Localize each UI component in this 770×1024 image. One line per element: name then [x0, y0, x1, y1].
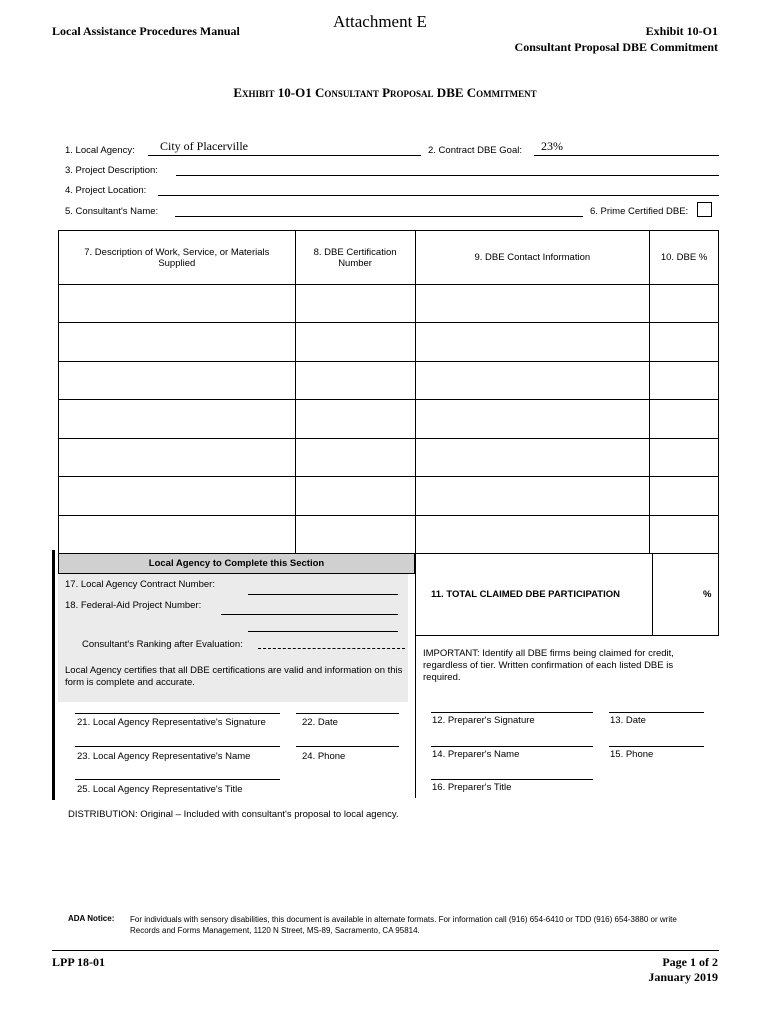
table-row	[59, 323, 719, 362]
rep-title-line[interactable]	[75, 779, 280, 780]
cell-description[interactable]	[59, 362, 296, 400]
table-row	[59, 516, 719, 554]
footer-rule	[52, 950, 719, 951]
federal-aid-label: 18. Federal-Aid Project Number:	[65, 600, 202, 611]
table-row	[59, 362, 719, 400]
ada-label: ADA Notice:	[68, 914, 115, 923]
preparer-phone-line[interactable]	[609, 746, 704, 747]
preparer-name-label: 14. Preparer's Name	[432, 749, 520, 760]
exhibit-subtitle: Consultant Proposal DBE Commitment	[514, 40, 718, 54]
preparer-title-line[interactable]	[431, 779, 593, 780]
cell-description[interactable]	[59, 400, 296, 439]
contract-goal-field[interactable]	[534, 155, 719, 156]
contract-number-label: 17. Local Agency Contract Number:	[65, 579, 215, 590]
rep-date-line[interactable]	[296, 713, 399, 714]
extra-agency-field[interactable]	[248, 631, 398, 632]
consultant-name-label: 5. Consultant's Name:	[65, 206, 159, 217]
cell-percent[interactable]	[650, 477, 719, 516]
project-description-label: 3. Project Description:	[65, 165, 158, 176]
cell-contact[interactable]	[415, 400, 650, 439]
header-description: 7. Description of Work, Service, or Materials Supplied	[59, 231, 296, 285]
important-note: IMPORTANT: Identify all DBE firms being claimed for credit, regardless of tier. Written confirmation of each listed DBE is required.	[423, 648, 674, 683]
dbe-work-table	[58, 230, 719, 554]
cell-contact[interactable]	[415, 477, 650, 516]
cell-contact[interactable]	[415, 439, 650, 477]
cell-certification[interactable]	[295, 323, 415, 362]
cell-certification[interactable]	[295, 362, 415, 400]
rep-date-label: 22. Date	[302, 717, 338, 728]
preparer-phone-label: 15. Phone	[610, 749, 654, 760]
cell-percent[interactable]	[650, 516, 719, 554]
cell-certification[interactable]	[295, 400, 415, 439]
header-contact-information: 9. DBE Contact Information	[415, 231, 650, 285]
footer-code: LPP 18-01	[52, 955, 105, 969]
table-row	[59, 439, 719, 477]
table-row	[59, 400, 719, 439]
cell-contact[interactable]	[415, 516, 650, 554]
rep-phone-label: 24. Phone	[302, 751, 346, 762]
cell-description[interactable]	[59, 516, 296, 554]
preparer-date-line[interactable]	[609, 712, 704, 713]
cell-certification[interactable]	[295, 477, 415, 516]
cell-certification[interactable]	[295, 516, 415, 554]
total-unit: %	[703, 589, 712, 600]
contract-goal-label: 2. Contract DBE Goal:	[428, 145, 522, 156]
distribution-note: DISTRIBUTION: Original – Included with consultant's proposal to local agency.	[68, 809, 399, 820]
ranking-field[interactable]	[258, 648, 405, 649]
header-certification-number: 8. DBE Certification Number	[295, 231, 415, 285]
cell-percent[interactable]	[650, 400, 719, 439]
cell-certification[interactable]	[295, 285, 415, 323]
cell-description[interactable]	[59, 323, 296, 362]
cell-percent[interactable]	[650, 285, 719, 323]
project-location-field[interactable]	[158, 195, 719, 196]
cell-description[interactable]	[59, 477, 296, 516]
contract-number-field[interactable]	[248, 594, 398, 595]
contract-goal-value: 23%	[541, 139, 563, 153]
ada-text: For individuals with sensory disabilities, this document is available in alternate formats. For information call (916) 654-6410 or TDD (916) 654-3880 or write Records and Forms Management, 1120 N Street, MS-89, Sacramento, CA 95814.	[130, 915, 677, 935]
project-location-label: 4. Project Location:	[65, 185, 147, 196]
federal-aid-field[interactable]	[221, 614, 398, 615]
cell-description[interactable]	[59, 439, 296, 477]
prime-certified-label: 6. Prime Certified DBE:	[590, 206, 689, 217]
form-title: Exhibit 10-O1 Consultant Proposal DBE Commitment	[233, 85, 537, 100]
rep-title-label: 25. Local Agency Representative's Title	[77, 784, 243, 795]
preparer-name-line[interactable]	[431, 746, 593, 747]
rep-name-line[interactable]	[75, 746, 280, 747]
cell-certification[interactable]	[295, 439, 415, 477]
project-description-field[interactable]	[176, 175, 719, 176]
left-margin-bar	[52, 550, 55, 800]
preparer-signature-line[interactable]	[431, 712, 593, 713]
cell-percent[interactable]	[650, 439, 719, 477]
prime-certified-checkbox[interactable]	[697, 202, 712, 217]
attachment-label: Attachment E	[333, 12, 427, 31]
cell-contact[interactable]	[415, 323, 650, 362]
rep-phone-line[interactable]	[296, 746, 399, 747]
cell-percent[interactable]	[650, 323, 719, 362]
rep-signature-line[interactable]	[75, 713, 280, 714]
total-divider	[652, 553, 653, 636]
cell-percent[interactable]	[650, 362, 719, 400]
right-section-border	[415, 636, 416, 798]
certifies-text: Local Agency certifies that all DBE certifications are valid and information on this form is complete and accurate.	[65, 665, 403, 688]
table-row	[59, 285, 719, 323]
agency-section-title: Local Agency to Complete this Section	[148, 558, 325, 569]
ranking-label: Consultant's Ranking after Evaluation:	[82, 639, 243, 650]
cell-contact[interactable]	[415, 285, 650, 323]
cell-description[interactable]	[59, 285, 296, 323]
table-row	[59, 477, 719, 516]
manual-title: Local Assistance Procedures Manual	[52, 24, 240, 38]
cell-contact[interactable]	[415, 362, 650, 400]
local-agency-field[interactable]	[148, 155, 421, 156]
exhibit-number: Exhibit 10-O1	[645, 24, 718, 38]
table-header-row	[59, 231, 719, 285]
rep-name-label: 23. Local Agency Representative's Name	[77, 751, 251, 762]
local-agency-value: City of Placerville	[160, 139, 248, 153]
rep-signature-label: 21. Local Agency Representative's Signature	[77, 717, 266, 728]
footer-date: January 2019	[648, 970, 718, 984]
header-dbe-percent: 10. DBE %	[650, 231, 719, 285]
footer-page: Page 1 of 2	[662, 955, 718, 969]
preparer-signature-label: 12. Preparer's Signature	[432, 715, 535, 726]
consultant-name-field[interactable]	[175, 216, 583, 217]
local-agency-label: 1. Local Agency:	[65, 145, 135, 156]
preparer-title-label: 16. Preparer's Title	[432, 782, 512, 793]
preparer-date-label: 13. Date	[610, 715, 646, 726]
total-label: 11. TOTAL CLAIMED DBE PARTICIPATION	[431, 589, 620, 600]
